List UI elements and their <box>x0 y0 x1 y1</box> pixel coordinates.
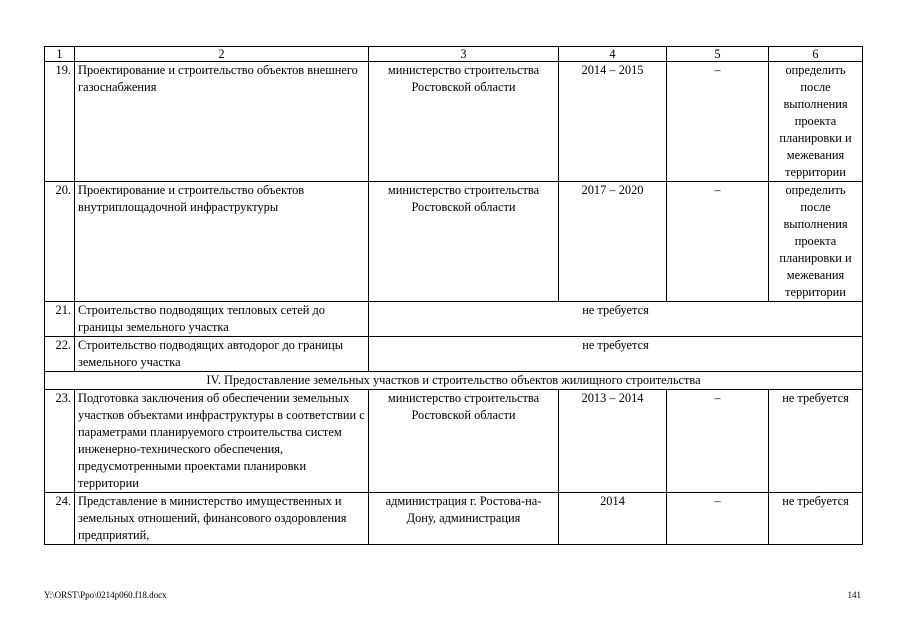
row-responsible: министерство строительства Ростовской области <box>369 62 559 182</box>
row-period: 2014 <box>559 493 667 545</box>
row-col5: – <box>667 182 769 302</box>
row-note: не требуется <box>369 337 863 372</box>
table-row <box>45 182 863 302</box>
table-row <box>45 62 863 182</box>
document-table <box>44 46 863 545</box>
header-cell: 6 <box>769 47 863 62</box>
row-title: Проектирование и строительство объектов внешнего газоснабжения <box>75 62 369 182</box>
table-row <box>45 493 863 545</box>
table-row <box>45 302 863 337</box>
table-row <box>45 337 863 372</box>
header-cell: 2 <box>75 47 369 62</box>
row-col6: определить после выполнения проекта планировки и межевания территории <box>769 62 863 182</box>
row-note: не требуется <box>369 302 863 337</box>
table-row <box>45 390 863 493</box>
section-heading: IV. Предоставление земельных участков и строительство объектов жилищного строительства <box>45 372 863 390</box>
row-title: Строительство подводящих тепловых сетей до границы земельного участка <box>75 302 369 337</box>
footer-file-path: Y:\ORST\Ppo\0214p060.f18.docx <box>44 590 167 600</box>
row-col6: не требуется <box>769 390 863 493</box>
row-col5: – <box>667 493 769 545</box>
header-cell: 4 <box>559 47 667 62</box>
row-number: 19. <box>45 62 75 182</box>
footer-page-number: 141 <box>847 590 861 600</box>
row-col6: определить после выполнения проекта планировки и межевания территории <box>769 182 863 302</box>
row-title: Подготовка заключения об обеспечении земельных участков объектами инфраструктуры в соответствии с параметрами планируемого строительства систем инженерно-технического обеспечения, предусмотренными проектами планировки территории <box>75 390 369 493</box>
row-number: 20. <box>45 182 75 302</box>
row-responsible: администрация г. Ростова-на-Дону, администрация <box>369 493 559 545</box>
row-col6: не требуется <box>769 493 863 545</box>
row-number: 24. <box>45 493 75 545</box>
row-title: Строительство подводящих автодорог до границы земельного участка <box>75 337 369 372</box>
section-row <box>45 372 863 390</box>
header-cell: 1 <box>45 47 75 62</box>
row-period: 2017 – 2020 <box>559 182 667 302</box>
header-cell: 3 <box>369 47 559 62</box>
row-period: 2013 – 2014 <box>559 390 667 493</box>
row-col5: – <box>667 390 769 493</box>
row-period: 2014 – 2015 <box>559 62 667 182</box>
header-cell: 5 <box>667 47 769 62</box>
row-title: Представление в министерство имущественных и земельных отношений, финансового оздоровления предприятий, <box>75 493 369 545</box>
row-number: 23. <box>45 390 75 493</box>
row-responsible: министерство строительства Ростовской области <box>369 390 559 493</box>
table-header-row <box>45 47 863 62</box>
row-responsible: министерство строительства Ростовской области <box>369 182 559 302</box>
row-number: 22. <box>45 337 75 372</box>
row-col5: – <box>667 62 769 182</box>
row-title: Проектирование и строительство объектов внутриплощадочной инфраструктуры <box>75 182 369 302</box>
row-number: 21. <box>45 302 75 337</box>
